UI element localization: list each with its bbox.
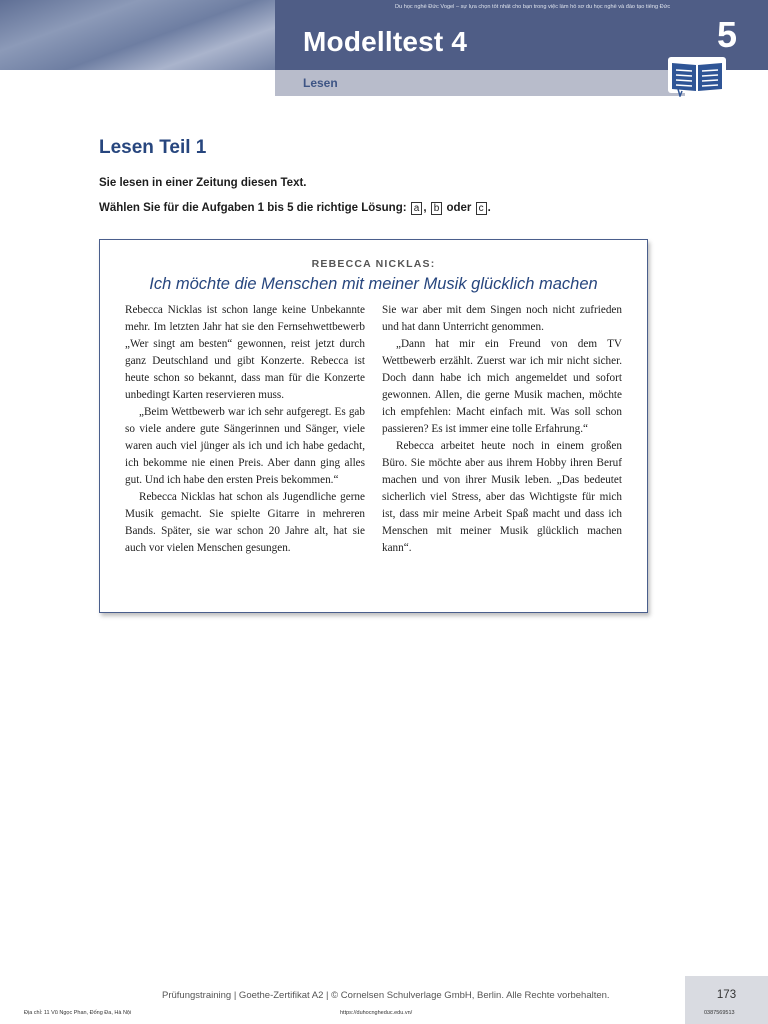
- option-a-box: a: [411, 202, 423, 215]
- instruction-period: .: [487, 202, 491, 214]
- instruction-text: Sie lesen in einer Zeitung diesen Text.: [99, 177, 307, 189]
- chapter-number: 5: [716, 14, 738, 55]
- article-column-right: [382, 302, 622, 557]
- article-paragraph: „Dann hat mir ein Freund von dem TV Wettbewerb erzählt. Zuerst war ich mir nicht sicher. Doch dann habe ich mich angemeldet und sofort gewonnen. Allen, die gerne Musik machen, möchte ich empfehlen: Macht einfach mit. Was soll schon passieren? Es ist immer eine tolle Erfahrung.“: [382, 338, 622, 435]
- article-column-left: [125, 302, 365, 557]
- word-oder: oder: [446, 202, 472, 214]
- footer-url[interactable]: https://duhocngheduc.edu.vn/: [340, 1010, 413, 1016]
- book-icon: [666, 55, 728, 97]
- section-label: Lesen: [303, 76, 338, 90]
- header-watermark: Du học nghề Đức Vogel – sự lựa chọn tốt nhất cho bạn trong việc làm hồ sơ du học nghề và đào tạo tiếng Đức: [395, 4, 671, 10]
- article-paragraph: Rebecca Nicklas ist schon lange keine Unbekannte mehr. Im letzten Jahr hat sie den Fernsehwettbewerb „Wer singt am besten“ gewonnen, reist jetzt durch ganz Deutschland und gibt Konzerte. Rebecca ist heute schon so bekannt, dass man für die Konzerte unbedingt Karten reservieren muss.: [125, 304, 365, 401]
- article-paragraph: „Beim Wettbewerb war ich sehr aufgeregt. Es gab so viele andere gute Sängerinnen und Sänger, viele waren auch viel jünger als ich und ich habe gedacht, ich bekomme nie einen Preis. Aber dann ging alles gut. Und ich habe den ersten Preis bekommen.“: [125, 406, 365, 486]
- task-instruction-text: Wählen Sie für die Aufgaben 1 bis 5 die richtige Lösung:: [99, 202, 407, 214]
- footer-phone: 0387569513: [704, 1010, 735, 1016]
- page-title: Modelltest 4: [303, 26, 468, 57]
- article-kicker: REBECCA NICKLAS:: [311, 258, 436, 270]
- article-paragraph: Sie war aber mit dem Singen noch nicht zufrieden und hat dann Unterricht genommen.: [382, 304, 622, 333]
- header-decoration: [0, 0, 275, 70]
- footer-text: Prüfungstraining | Goethe-Zertifikat A2 | © Cornelsen Schulverlage GmbH, Berlin. Alle Rechte vorbehalten.: [162, 990, 610, 1001]
- option-b-box: b: [431, 202, 443, 215]
- option-c-box: c: [476, 202, 487, 215]
- task-instruction: Wählen Sie für die Aufgaben 1 bis 5 die richtige Lösung: a , b oder c .: [99, 202, 491, 214]
- page-number: 173: [716, 989, 737, 1001]
- section-title: Lesen Teil 1: [99, 137, 207, 158]
- article-paragraph: Rebecca arbeitet heute noch in einem großen Büro. Sie möchte aber aus ihrem Hobby ihren Beruf machen und von ihrer Musik leben. „Das bedeutet sicherlich viel Stress, aber das Wichtigste für mich ist, dass mir meine Arbeit Spaß macht und dass ich Menschen mit meiner Musik glücklich machen kann“.: [382, 440, 622, 554]
- article-headline: Ich möchte die Menschen mit meiner Musik glücklich machen: [149, 275, 598, 293]
- footer-address: Địa chỉ: 11 Vũ Ngọc Phan, Đống Đa, Hà Nội: [24, 1010, 132, 1016]
- article-paragraph: Rebecca Nicklas hat schon als Jugendliche gerne Musik gemacht. Sie spielte Gitarre in mehreren Bands. Später, sie war schon 20 Jahre alt, hat sie auch vor vielen Menschen gesungen.: [125, 491, 365, 554]
